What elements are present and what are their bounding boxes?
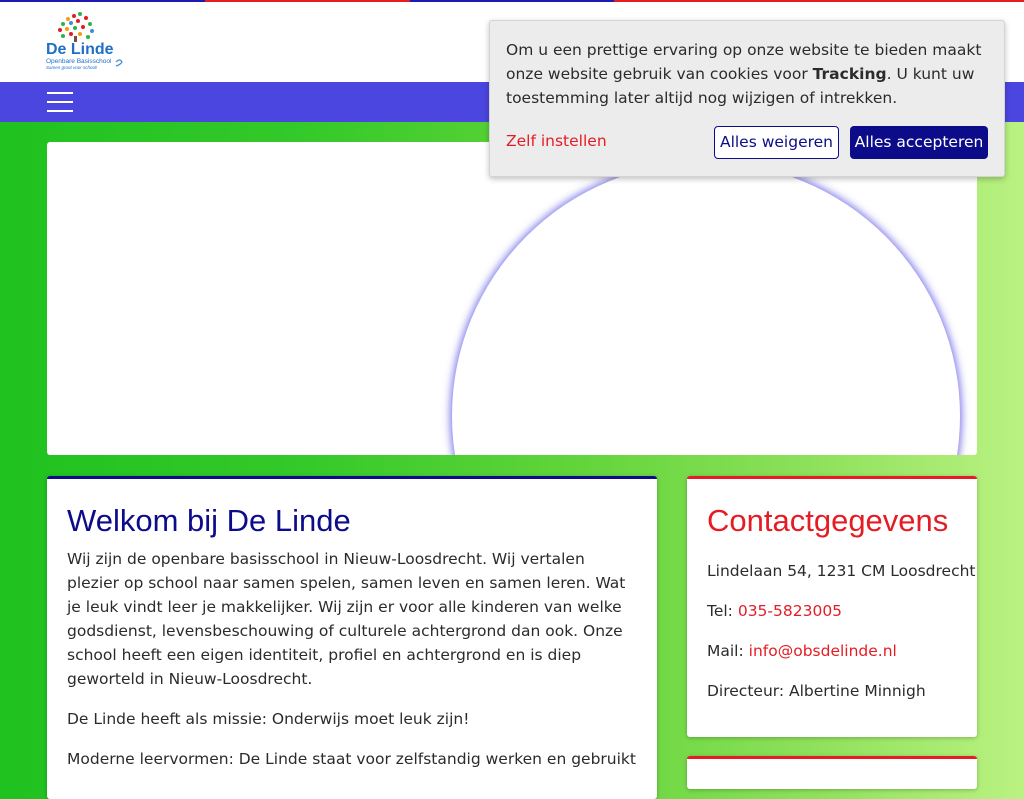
- cookie-text-part: . U kunt uw toestemming later altijd nog wijzigen of intrekken.: [506, 65, 975, 107]
- welcome-paragraph: Wij zijn de openbare basisschool in Nieuw-Loosdrecht. Wij vertalen plezier op school naar samen spelen, samen leven en samen leren. Wat je leuk vindt leer je makkelijker. Wij zijn er voor alle kinderen van welke godsdienst, levensbeschouwing of culturele achtergrond dan ook. Onze school heeft een eigen identiteit, profiel en achtergrond en is diep geworteld in Nieuw-Loosdrecht.: [67, 550, 626, 688]
- contact-address: Lindelaan 54, 1231 CM Loosdrecht: [707, 562, 976, 580]
- contact-director: Directeur: Albertine Minnigh: [707, 682, 926, 700]
- cookie-consent-banner: [489, 20, 1005, 177]
- welcome-title: Welkom bij De Linde: [67, 503, 351, 538]
- contact-mail-line: [707, 641, 897, 661]
- next-card: [687, 756, 977, 789]
- learning-paragraph: Moderne leervormen: De Linde staat voor zelfstandig werken en gebruikt: [67, 750, 636, 768]
- mail-link[interactable]: info@obsdelinde.nl: [748, 642, 897, 660]
- cookie-settings-link[interactable]: Zelf instellen: [506, 132, 607, 150]
- contact-title: Contactgegevens: [707, 503, 949, 538]
- accept-all-button[interactable]: Alles accepteren: [850, 126, 988, 159]
- logo-name: De Linde: [46, 41, 114, 58]
- hero-banner: [47, 142, 977, 455]
- logo-subtitle: Openbare Basisschool: [46, 58, 112, 65]
- menu-bar: [47, 101, 73, 103]
- menu-bar: [47, 92, 73, 94]
- welcome-card: [47, 476, 657, 799]
- cookie-text: [506, 38, 991, 110]
- cookie-text-bold: Tracking: [812, 65, 887, 83]
- hero-circle-image: [452, 162, 960, 455]
- cookie-text-part: Om u een prettige ervaring op onze website te bieden maakt onze website gebruik van cookies voor: [506, 41, 982, 83]
- refuse-all-button[interactable]: Alles weigeren: [714, 126, 839, 159]
- mail-label: Mail:: [707, 642, 749, 660]
- logo-tagline: Samen groot voor school!: [46, 65, 98, 70]
- phone-label: Tel:: [707, 602, 738, 620]
- mission-paragraph: De Linde heeft als missie: Onderwijs moet leuk zijn!: [67, 710, 470, 728]
- hamburger-menu-icon[interactable]: [47, 92, 73, 112]
- phone-link[interactable]: 035-5823005: [737, 602, 843, 620]
- menu-bar: [47, 110, 73, 112]
- contact-phone-line: [707, 601, 842, 621]
- contact-card: [687, 476, 977, 737]
